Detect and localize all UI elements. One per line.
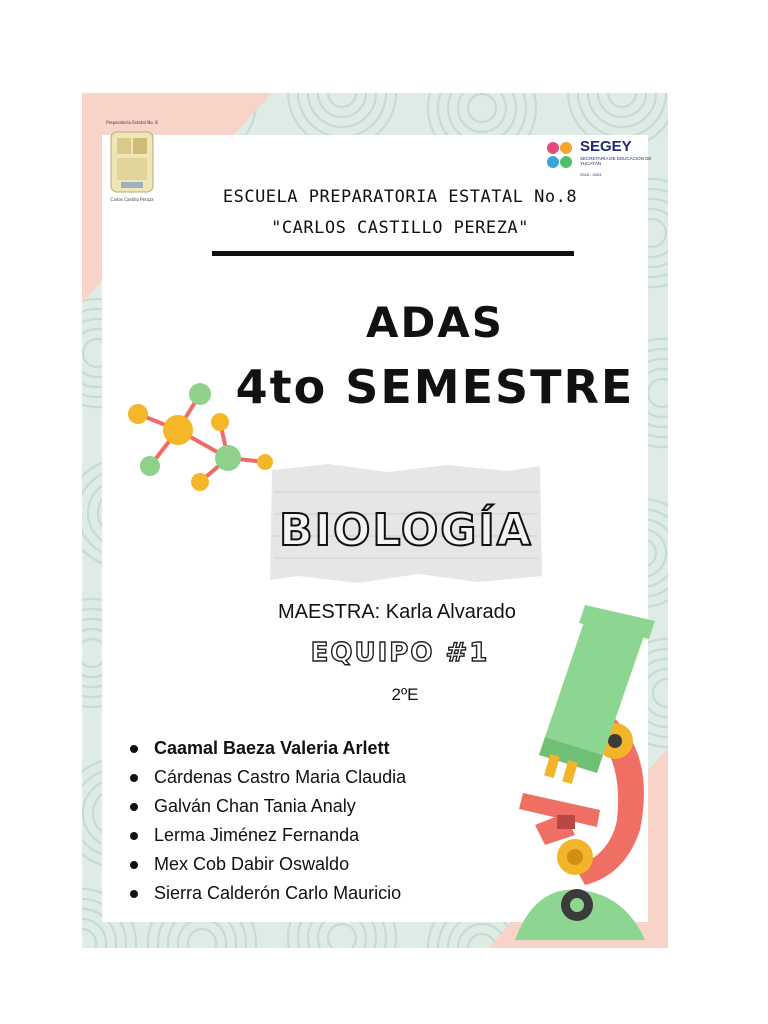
header-divider (212, 251, 574, 256)
member-item (130, 763, 406, 792)
bullet-icon (130, 832, 138, 840)
bullet-icon (130, 890, 138, 898)
member-name: Caamal Baeza Valeria Arlett (154, 738, 390, 758)
member-item (130, 734, 406, 763)
member-name: Sierra Calderón Carlo Mauricio (154, 883, 402, 903)
bullet-icon (130, 803, 138, 811)
bullet-icon (130, 861, 138, 869)
member-item (130, 821, 406, 850)
segey-logo-name: SEGEY (580, 138, 632, 155)
segey-logo-years: 2018 - 2024 (580, 172, 602, 177)
member-name: Cárdenas Castro Maria Claudia (154, 767, 407, 787)
bullet-icon (130, 745, 138, 753)
school-motto: "CARLOS CASTILLO PEREZA" (271, 218, 529, 238)
cover-title-line1: ADAS (365, 298, 505, 347)
segey-logo-subtitle: SECRETARÍA DE EDUCACIÓN DE YUCATÁN (580, 156, 652, 166)
subject-title: BIOLOGÍA (279, 505, 533, 556)
molecule-illustration (120, 372, 280, 492)
member-item (130, 850, 406, 879)
teacher-name: MAESTRA: Karla Alvarado (278, 601, 516, 623)
school-name: ESCUELA PREPARATORIA ESTATAL No.8 (222, 187, 578, 207)
school-logo-caption-top: Preparatoria Estatal No. 8 (106, 120, 158, 125)
member-item (130, 792, 406, 821)
member-name: Lerma Jiménez Fernanda (154, 825, 360, 845)
school-logo-caption-bottom: Carlos Castillo Peraza (110, 197, 154, 202)
team-label: EQUIPO #1 (310, 638, 490, 668)
cover-title-line2: 4to SEMESTRE (235, 360, 635, 414)
member-item (130, 879, 406, 908)
member-name: Mex Cob Dabir Oswaldo (154, 854, 350, 874)
bullet-icon (130, 774, 138, 782)
group-label: 2ºE (391, 685, 419, 704)
members-list (130, 734, 406, 908)
microscope-illustration (505, 605, 665, 950)
member-name: Galván Chan Tania Analy (154, 796, 356, 816)
